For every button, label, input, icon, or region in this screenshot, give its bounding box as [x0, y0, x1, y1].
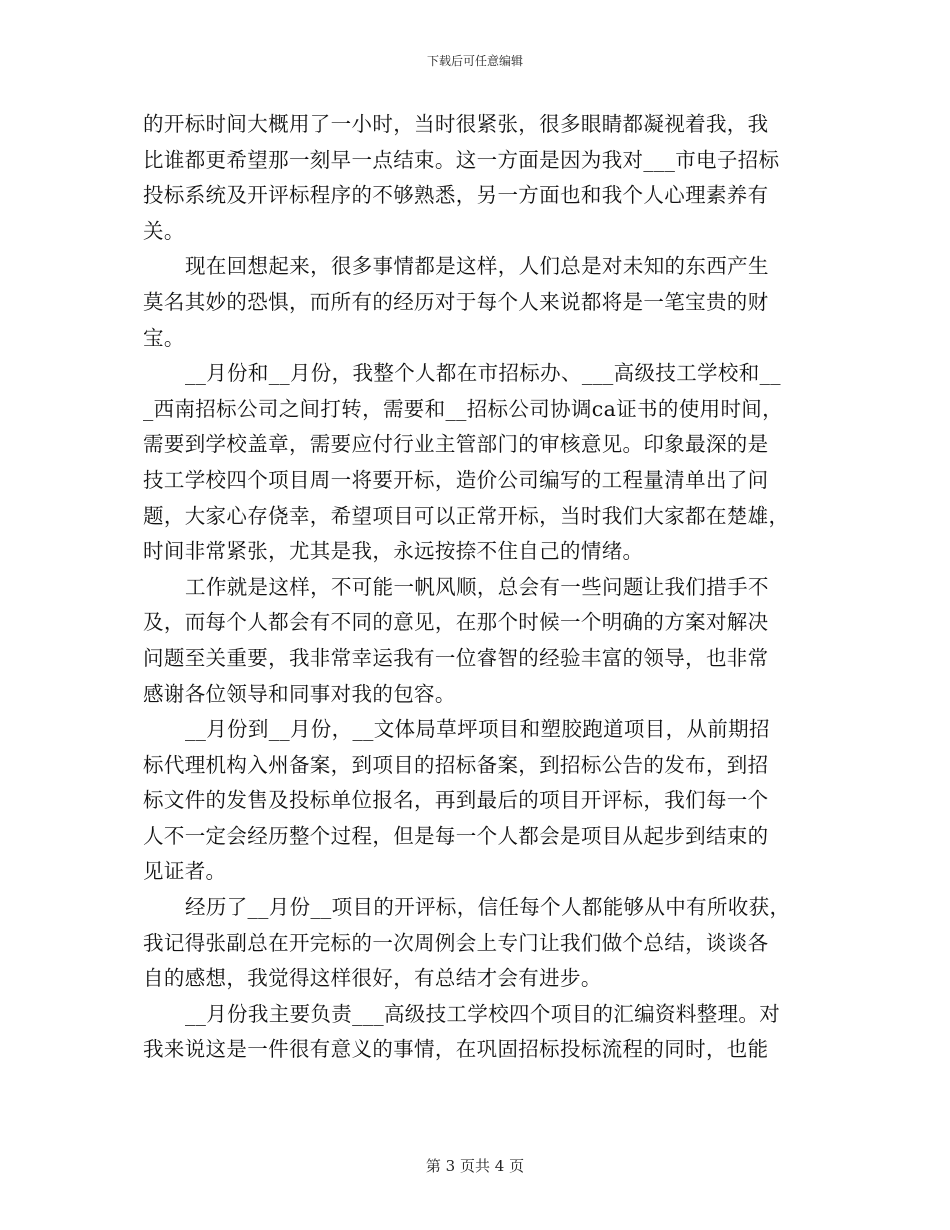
text-line: 人不一定会经历整个过程，但是每一个人都会是项目从起步到结束的 — [143, 823, 769, 848]
text-line: 自的感想，我觉得这样很好，有总结才会有进步。 — [143, 966, 602, 991]
text-line: 题，大家心存侥幸，希望项目可以正常开标，当时我们大家都在楚雄， — [143, 503, 790, 528]
text-line: 技工学校四个项目周一将要开标，造价公司编写的工程量清单出了问 — [143, 467, 769, 492]
text-line: 比谁都更希望那一刻早一点结束。这一方面是因为我对___市电子招标 — [143, 147, 780, 172]
paragraph-start-line: 经历了__月份__项目的开评标，信任每个人都能够从中有所收获， — [185, 895, 791, 920]
page-header-note: 下载后可任意编辑 — [426, 54, 523, 68]
document-body — [143, 107, 823, 1068]
text-line: 我来说这是一件很有意义的事情，在巩固招标投标流程的同时，也能 — [143, 1037, 769, 1062]
text-line: 问题至关重要，我非常幸运我有一位睿智的经验丰富的领导，也非常 — [143, 645, 769, 670]
text-line: 宝。 — [143, 325, 185, 350]
text-line: 标代理机构入州备案，到项目的招标备案，到招标公告的发布，到招 — [143, 752, 769, 777]
paragraph-start-line: 现在回想起来，很多事情都是这样，人们总是对未知的东西产生 — [185, 254, 769, 279]
paragraph-start-line: __月份和__月份，我整个人都在市招标办、___高级技工学校和__ — [185, 361, 781, 386]
text-line: 感谢各位领导和同事对我的包容。 — [143, 681, 456, 706]
text-line: 投标系统及开评标程序的不够熟悉，另一方面也和我个人心理素养有 — [143, 183, 769, 208]
text-line: 莫名其妙的恐惧，而所有的经历对于每个人来说都将是一笔宝贵的财 — [143, 289, 769, 314]
text-line: _西南招标公司之间打转，需要和__招标公司协调ca证书的使用时间， — [143, 396, 784, 421]
text-line: 的开标时间大概用了一小时，当时很紧张，很多眼睛都凝视着我，我 — [143, 112, 769, 136]
text-line: 时间非常紧张，尤其是我，永远按捺不住自己的情绪。 — [143, 539, 644, 564]
text-line: 关。 — [143, 218, 185, 243]
paragraph-start-line: __月份我主要负责___高级技工学校四个项目的汇编资料整理。对 — [185, 1001, 781, 1026]
text-line: 见证者。 — [143, 859, 227, 884]
paragraph-start-line: 工作就是这样，不可能一帆风顺，总会有一些问题让我们措手不 — [185, 574, 769, 599]
page-number: 第 3 页共 4 页 — [425, 1157, 525, 1175]
text-line: 及，而每个人都会有不同的意见，在那个时候一个明确的方案对解决 — [143, 610, 769, 635]
text-line: 我记得张副总在开完标的一次周例会上专门让我们做个总结，谈谈各 — [143, 930, 769, 955]
text-line: 需要到学校盖章，需要应付行业主管部门的审核意见。印象最深的是 — [143, 432, 769, 457]
paragraph-start-line: __月份到__月份，__文体局草坪项目和塑胶跑道项目，从前期招 — [185, 717, 770, 742]
text-line: 标文件的发售及投标单位报名，再到最后的项目开评标，我们每一个 — [143, 788, 769, 813]
